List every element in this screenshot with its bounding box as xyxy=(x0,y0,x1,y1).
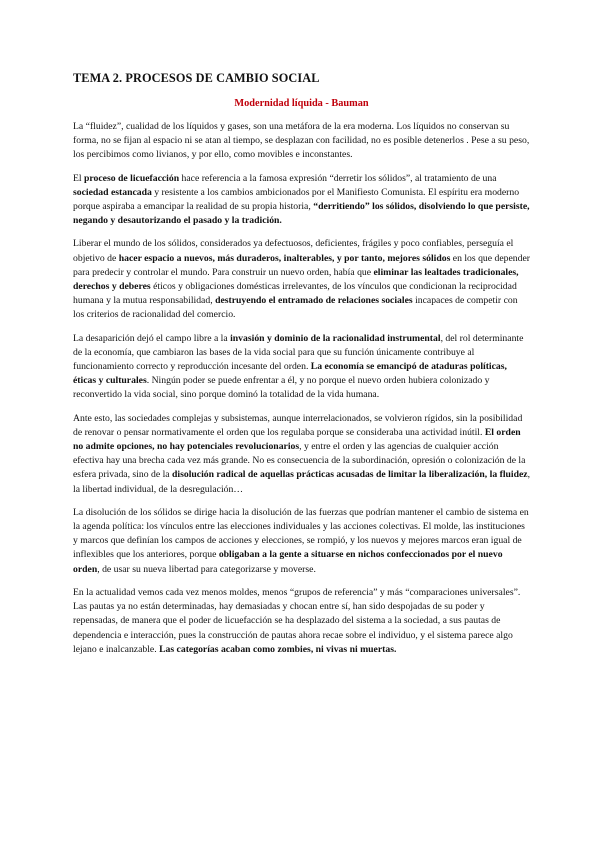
bold-text: sociedad estancada xyxy=(73,186,152,198)
text-run: incapaces de competir con los criterios de racionalidad del comercio. xyxy=(73,295,518,321)
text-run: , de usar su nueva libertad para categorizarse y moverse. xyxy=(97,563,316,575)
body-paragraph xyxy=(73,120,530,163)
document-body xyxy=(73,70,530,657)
text-run: . Ningún poder se puede enfrentar a él, y no porque el nuevo orden hubiera colonizado y reconvertido la vida social, sino porque dominó la totalidad de la vida humana. xyxy=(73,375,490,401)
text-run: éticos y obligaciones domésticas irrelevantes, de los vínculos que condicionan la reciprocidad humana y la mutua responsabilidad, xyxy=(73,281,517,307)
text-run: Ante esto, las sociedades complejas y subsistemas, aunque interrelacionados, se volvieron rígidos, sin la posibilidad de renovar o pensar normativamente el orden que los regulaba porque se consideraba una actividad inútil. xyxy=(73,412,523,438)
bold-text: proceso de licuefacción xyxy=(84,172,180,184)
body-paragraph xyxy=(73,506,530,577)
bold-text: La economía se emancipó de ataduras políticas, éticas y culturales xyxy=(73,361,507,387)
text-run: , la libertad individual, de la desregulación… xyxy=(73,469,530,495)
document-title: TEMA 2. PROCESOS DE CAMBIO SOCIAL xyxy=(73,71,320,85)
bold-text: El orden no admite opciones, no hay potenciales revolucionarios xyxy=(73,426,521,453)
bold-text: destruyendo el entramado de relaciones sociales xyxy=(215,295,413,307)
body-paragraph xyxy=(73,412,530,497)
body-paragraph xyxy=(73,332,530,403)
body-paragraph xyxy=(73,586,530,657)
paragraph-list xyxy=(73,120,530,657)
bold-text: eliminar las lealtades tradicionales, derechos y deberes xyxy=(73,266,519,293)
body-paragraph xyxy=(73,172,530,229)
text-run: En la actualidad vemos cada vez menos moldes, menos “grupos de referencia” y más “comparaciones universales”. Las pautas ya no están determinadas, hay demasiadas y chocan entre sí, han sido despojadas de su poder y repensadas, de manera que el poder de licuefacción se ha desplazado del sistema a la sociedad, a sus pautas de dependencia e interacción, pues la construcción de pautas ahora recae sobre el individuo, y el sistema parece algo lejano e inalcanzable. xyxy=(73,586,521,655)
text-run: La desaparición dejó el campo libre a la xyxy=(73,332,231,344)
bold-text: disolución radical de aquellas prácticas acusadas de limitar la liberalización, la fluidez xyxy=(172,469,528,481)
bold-text: Las categorías acaban como zombies, ni vivas ni muertas. xyxy=(159,643,397,655)
text-run: , del rol determinante de la economía, que cambiaron las bases de la vida social para que su función únicamente contribuye al funcionamiento correcto y reproducción incesante del orden. xyxy=(73,332,524,373)
bold-text: obligaban a la gente a situarse en nichos confeccionados por el nuevo orden xyxy=(73,549,503,575)
text-run: Liberar el mundo de los sólidos, considerados ya defectuosos, deficientes, frágiles y poco confiables, perseguía el objetivo de xyxy=(73,238,514,264)
bold-text: hacer espacio a nuevos, más duraderos, inalterables, y por tanto, mejores sólidos xyxy=(118,252,451,264)
bold-text: “derritiendo” los sólidos, disolviendo lo que persiste, negando y desautorizando el pasado y la tradición. xyxy=(73,201,530,227)
text-run: y resistente a los cambios ambicionados por el Manifiesto Comunista. El espíritu era moderno porque aspiraba a emancipar la realidad de su propia historia, xyxy=(73,186,520,213)
text-run: La “fluidez”, cualidad de los líquidos y gases, son una metáfora de la era moderna. Los líquidos no conservan su forma, no se fijan al espacio ni se atan al tiempo, se desplazan con facilidad, no es posible detenerlos . Pese a su peso, los percibimos como livianos, y por ello, como movibles e inconstantes. xyxy=(73,121,530,161)
text-run: , y entre el orden y las agencias de cualquier acción efectiva hay una brecha cada vez más grande. No es consecuencia de la subordinación, opresión o colonización de la esfera privada, sino de la xyxy=(73,441,526,481)
text-run: La disolución de los sólidos se dirige hacia la disolución de las fuerzas que podrían mantener el cambio de sistema en la agenda política: los vínculos entre las elecciones individuales y las acciones colectivas. El molde, las instituciones y marcos que definían los campos de acciones y elecciones, se rompió, y los nuevos y mejores marcos eran igual de inflexibles que los anteriores, porque xyxy=(73,506,529,561)
text-run: en los que depender para predecir y controlar el mundo. Para construir un nuevo orden, había que xyxy=(73,252,530,278)
text-run: hace referencia a la famosa expresión “derretir los sólidos”, al tratamiento de una xyxy=(179,172,497,184)
body-paragraph xyxy=(73,237,530,322)
bold-text: invasión y dominio de la racionalidad instrumental xyxy=(230,332,441,344)
document-subtitle: Modernidad líquida - Bauman xyxy=(234,98,369,109)
text-run: El xyxy=(73,172,85,184)
